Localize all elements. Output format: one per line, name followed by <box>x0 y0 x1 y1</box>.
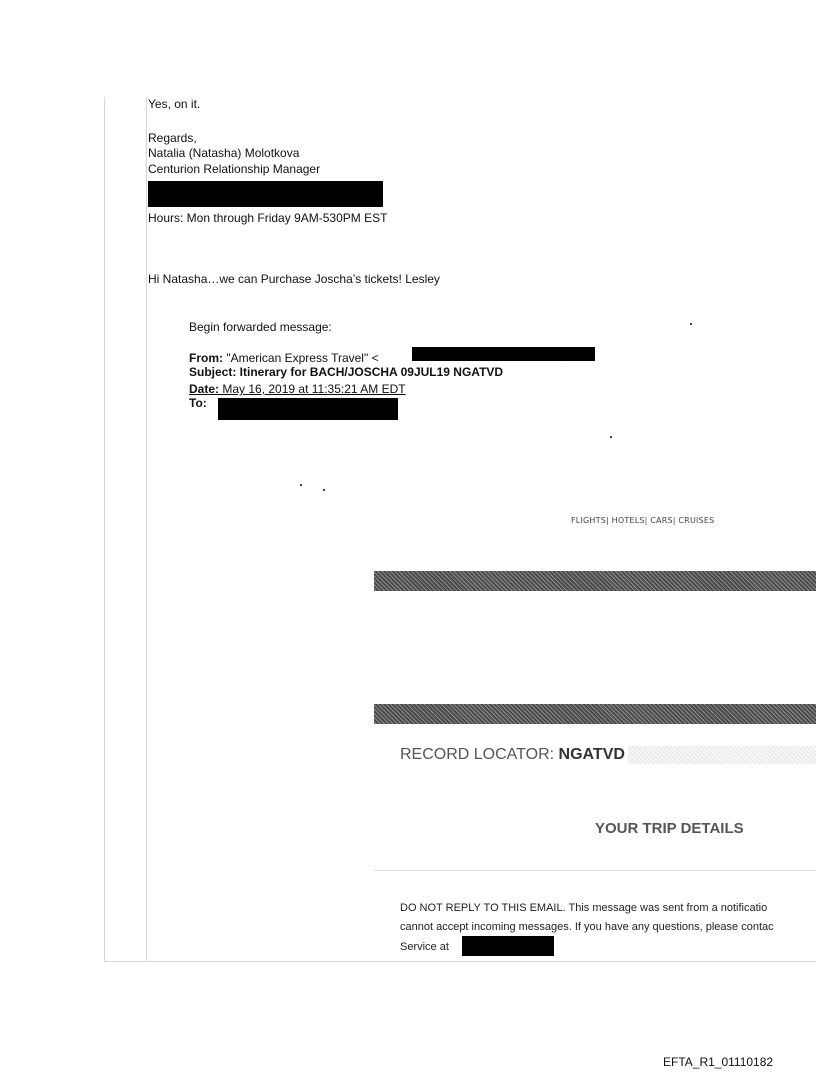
footer-line-3: Service at <box>400 941 449 953</box>
speck <box>610 436 612 438</box>
speck <box>690 323 692 325</box>
to-label: To: <box>189 396 207 410</box>
document-id: EFTA_R1_01110182 <box>663 1055 774 1069</box>
forward-note: Hi Natasha…we can Purchase Joscha’s tickets! Lesley <box>148 272 440 286</box>
from-label: From: <box>189 351 223 365</box>
closing-text: Regards, <box>148 131 197 145</box>
date-line <box>189 382 406 396</box>
record-locator <box>400 746 625 764</box>
forwarded-intro: Begin forwarded message: <box>189 320 332 334</box>
banner-bottom <box>374 704 816 724</box>
date-label: Date: <box>189 382 220 396</box>
redaction-phone <box>148 181 383 207</box>
speck <box>323 489 325 491</box>
itinerary-nav[interactable]: FLIGHTS| HOTELS| CARS| CRUISES <box>571 516 715 525</box>
sender-name: Natalia (Natasha) Molotkova <box>148 146 300 160</box>
subject-label: Subject: <box>189 365 237 379</box>
record-locator-value: NGATVD <box>558 746 625 763</box>
office-hours: Hours: Mon through Friday 9AM-530PM EST <box>148 211 388 225</box>
speck <box>300 484 302 486</box>
from-value: "American Express Travel" < <box>223 351 379 365</box>
record-locator-label: RECORD LOCATOR: <box>400 746 559 763</box>
footer-line-2: cannot accept incoming messages. If you have any questions, please contac <box>400 921 774 933</box>
date-value: May 16, 2019 at 11:35:21 AM EDT <box>219 382 406 396</box>
reply-text: Yes, on it. <box>148 97 201 111</box>
footer-line-1: DO NOT REPLY TO THIS EMAIL. This message was sent from a notificatio <box>400 902 768 914</box>
trip-divider <box>374 870 816 871</box>
subject-value: Itinerary for BACH/JOSCHA 09JUL19 NGATVD <box>236 365 504 379</box>
quote-border-inner <box>146 97 147 961</box>
trip-details-heading: YOUR TRIP DETAILS <box>595 820 744 837</box>
record-locator-shading <box>628 746 816 764</box>
sender-role: Centurion Relationship Manager <box>148 162 321 176</box>
redaction-service-phone <box>462 936 554 956</box>
subject-line <box>189 365 503 379</box>
quote-border-bottom <box>104 961 816 962</box>
redaction-from-email <box>412 347 595 361</box>
quote-border-outer <box>104 97 105 961</box>
banner-top <box>374 571 816 591</box>
to-line <box>189 396 207 410</box>
redaction-to-email <box>218 398 398 420</box>
